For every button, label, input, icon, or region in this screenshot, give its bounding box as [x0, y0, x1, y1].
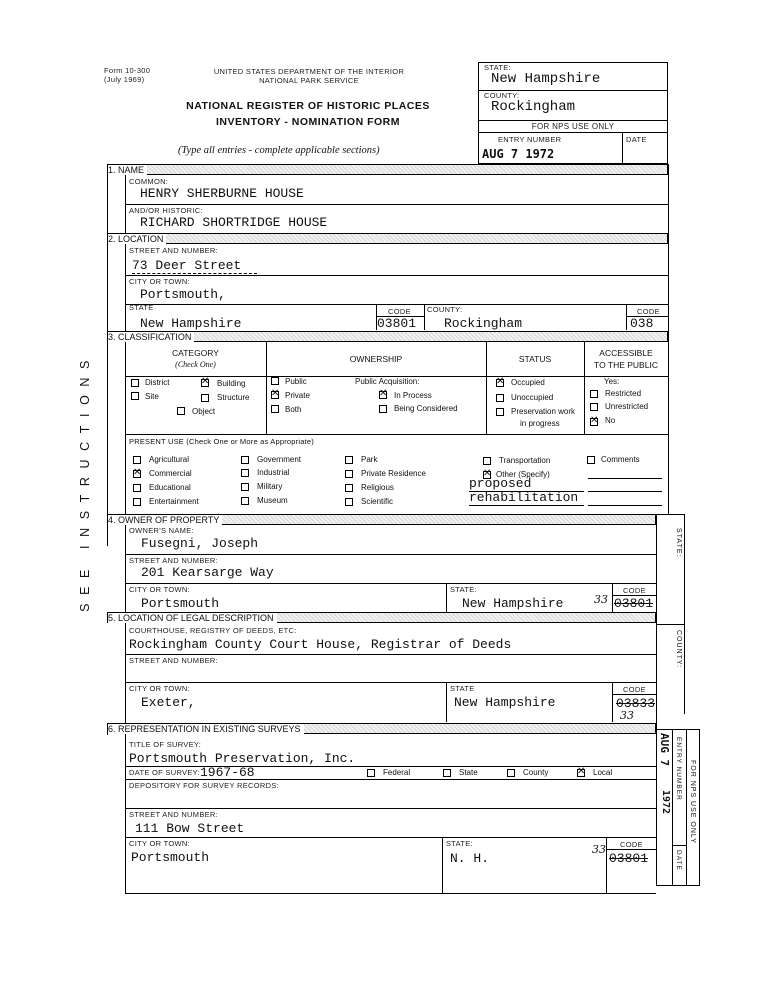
- legal-city-label: CITY OR TOWN:: [129, 684, 190, 693]
- industrial-label: Industrial: [257, 468, 290, 477]
- restricted-label: Restricted: [605, 389, 642, 398]
- entertainment-checkbox[interactable]: [133, 498, 141, 506]
- agricultural-checkbox[interactable]: [133, 456, 141, 464]
- city-value: Portsmouth,: [140, 287, 226, 302]
- building-label: Building: [217, 379, 246, 388]
- both-label: Both: [285, 405, 302, 414]
- private-checkbox[interactable]: [271, 391, 279, 399]
- county-code-label: CODE: [637, 307, 660, 316]
- depository-label: DEPOSITORY FOR SURVEY RECORDS:: [129, 781, 280, 790]
- survey-street-label: STREET AND NUMBER:: [129, 810, 219, 819]
- structure-label: Structure: [217, 393, 250, 402]
- no-label: No: [605, 416, 616, 425]
- owner-name-label: OWNER'S NAME:: [129, 526, 194, 535]
- comments-label: Comments: [601, 455, 640, 464]
- unrestricted-label: Unrestricted: [605, 402, 649, 411]
- form-title-line1: NATIONAL REGISTER OF HISTORIC PLACES: [186, 100, 430, 112]
- scientific-checkbox[interactable]: [345, 498, 353, 506]
- private-residence-checkbox[interactable]: [345, 470, 353, 478]
- structure-checkbox[interactable]: [201, 394, 209, 402]
- state-label: STATE: [129, 303, 154, 312]
- nps-county-label: COUNTY:: [484, 91, 520, 100]
- city-label: CITY OR TOWN:: [129, 277, 190, 286]
- county-survey-checkbox[interactable]: [507, 769, 515, 777]
- other-value-line2: rehabilitation: [469, 490, 579, 505]
- nps-entry-number-label: ENTRY NUMBER: [498, 135, 562, 144]
- survey-city-value: Portsmouth: [131, 850, 210, 865]
- being-considered-label: Being Considered: [394, 404, 458, 413]
- local-survey-label: Local: [593, 768, 613, 777]
- legal-code-handwritten: 33: [620, 709, 634, 722]
- side-received-stamp: AUG 7: [658, 733, 671, 767]
- courthouse-label: COURTHOUSE, REGISTRY OF DEEDS, ETC:: [129, 626, 297, 635]
- agency-line1: UNITED STATES DEPARTMENT OF THE INTERIOR: [213, 67, 405, 76]
- preservation-work-checkbox[interactable]: [496, 408, 504, 416]
- owner-code-struck: 03801: [614, 596, 654, 611]
- in-process-label: In Process: [394, 391, 432, 400]
- see-instructions-text: SEE INSTRUCTIONS: [78, 352, 92, 612]
- survey-date-label: DATE OF SURVEY:: [129, 768, 200, 777]
- no-checkbox[interactable]: [590, 418, 598, 426]
- county-code-value: 038: [630, 316, 654, 331]
- transportation-label: Transportation: [499, 456, 551, 465]
- site-checkbox[interactable]: [131, 392, 139, 400]
- form-date: (July 1969): [104, 75, 145, 84]
- private-label: Private: [285, 391, 310, 400]
- public-checkbox[interactable]: [271, 377, 279, 385]
- form-number: Form 10-300: [104, 66, 151, 75]
- preservation-work-label: Preservation work: [511, 407, 576, 416]
- form-title-line2: INVENTORY - NOMINATION FORM: [215, 116, 401, 128]
- county-survey-label: County: [523, 768, 549, 777]
- status-label: STATUS: [518, 354, 552, 364]
- government-checkbox[interactable]: [241, 456, 249, 464]
- nps-state-value: New Hampshire: [491, 71, 601, 87]
- owner-name-value: Fusegni, Joseph: [141, 536, 259, 551]
- owner-city-label: CITY OR TOWN:: [129, 585, 190, 594]
- state-survey-label: State: [459, 768, 478, 777]
- federal-label: Federal: [383, 768, 411, 777]
- park-label: Park: [361, 455, 378, 464]
- educational-checkbox[interactable]: [133, 484, 141, 492]
- section1-header: 1. NAME: [107, 164, 668, 175]
- public-acquisition-label: Public Acquisition:: [355, 377, 420, 386]
- street-value: 73 Deer Street: [132, 258, 242, 273]
- local-survey-checkbox[interactable]: [577, 769, 585, 777]
- side-date-label: DATE: [675, 850, 682, 871]
- state-code-label: CODE: [388, 307, 411, 316]
- agricultural-label: Agricultural: [149, 455, 190, 464]
- street-label: STREET AND NUMBER:: [129, 246, 219, 255]
- legal-state-label: STATE: [450, 684, 475, 693]
- military-checkbox[interactable]: [241, 483, 249, 491]
- religious-checkbox[interactable]: [345, 484, 353, 492]
- other-value-line1: proposed: [469, 476, 532, 491]
- building-checkbox[interactable]: [201, 379, 209, 387]
- owner-code-handwritten: 33: [594, 593, 608, 606]
- survey-street-value: 111 Bow Street: [135, 821, 245, 836]
- side-entry-number-label: ENTRY NUMBER: [675, 737, 682, 801]
- type-instructions: (Type all entries - complete applicable sections): [178, 145, 380, 156]
- side-state-label: STATE:: [675, 528, 682, 558]
- survey-code-handwritten: 33: [592, 843, 606, 856]
- survey-title-label: TITLE OF SURVEY:: [129, 740, 202, 749]
- nps-state-label: STATE:: [484, 63, 511, 72]
- survey-state-label: STATE:: [446, 839, 473, 848]
- section3-header: 3. CLASSIFICATION: [107, 331, 668, 342]
- owner-state-label: STATE:: [450, 585, 477, 594]
- occupied-label: Occupied: [511, 378, 545, 387]
- courthouse-value: Rockingham County Court House, Registrar of Deeds: [129, 637, 512, 652]
- public-label: Public: [285, 377, 307, 386]
- commercial-checkbox[interactable]: [133, 470, 141, 478]
- survey-state-value: N. H.: [450, 851, 490, 866]
- restricted-checkbox[interactable]: [590, 390, 598, 398]
- site-label: Site: [145, 392, 159, 401]
- legal-state-value: New Hampshire: [454, 695, 556, 710]
- other-specify-label: Other (Specify): [496, 470, 550, 479]
- being-considered-checkbox[interactable]: [379, 405, 387, 413]
- historic-label: AND/OR HISTORIC:: [129, 206, 203, 215]
- legal-street-label: STREET AND NUMBER:: [129, 656, 219, 665]
- owner-state-value: New Hampshire: [462, 596, 564, 611]
- county-label: COUNTY:: [427, 305, 463, 314]
- owner-street-label: STREET AND NUMBER:: [129, 556, 219, 565]
- in-process-checkbox[interactable]: [379, 391, 387, 399]
- unrestricted-checkbox[interactable]: [590, 403, 598, 411]
- industrial-checkbox[interactable]: [241, 469, 249, 477]
- nps-use-only: FOR NPS USE ONLY: [531, 122, 615, 131]
- legal-code-label: CODE: [623, 685, 646, 694]
- state-value: New Hampshire: [140, 316, 242, 331]
- side-county-label: COUNTY:: [675, 630, 682, 669]
- nps-date-label: DATE: [626, 135, 647, 144]
- state-survey-checkbox[interactable]: [443, 769, 451, 777]
- category-label: CATEGORY: [172, 348, 219, 358]
- survey-date-value: 1967-68: [200, 765, 255, 780]
- park-checkbox[interactable]: [345, 456, 353, 464]
- educational-label: Educational: [149, 483, 191, 492]
- entertainment-label: Entertainment: [149, 497, 199, 506]
- side-nps-use-only: FOR NPS USE ONLY: [689, 760, 696, 844]
- accessible-label2: TO THE PUBLIC: [594, 360, 658, 370]
- museum-checkbox[interactable]: [241, 497, 249, 505]
- museum-label: Museum: [257, 496, 288, 505]
- section2-header: 2. LOCATION: [107, 233, 668, 244]
- district-label: District: [145, 378, 170, 387]
- object-label: Object: [192, 407, 216, 416]
- in-progress-label: in progress: [520, 419, 560, 428]
- unoccupied-checkbox[interactable]: [496, 394, 504, 402]
- received-stamp: AUG 7 1972: [482, 147, 555, 161]
- historic-name-value: RICHARD SHORTRIDGE HOUSE: [140, 215, 328, 230]
- nps-county-value: Rockingham: [491, 99, 576, 115]
- present-use-label: PRESENT USE (Check One or More as Appropriate): [129, 437, 314, 446]
- common-label: COMMON:: [129, 177, 169, 186]
- object-checkbox[interactable]: [177, 407, 185, 415]
- legal-city-value: Exeter,: [141, 695, 196, 710]
- survey-code-struck: 03801: [609, 851, 649, 866]
- ownership-label: OWNERSHIP: [349, 354, 403, 364]
- survey-code-label: CODE: [620, 840, 643, 849]
- agency-line2: NATIONAL PARK SERVICE: [259, 76, 359, 85]
- district-checkbox[interactable]: [131, 379, 139, 387]
- common-name-value: HENRY SHERBURNE HOUSE: [140, 186, 304, 201]
- private-residence-label: Private Residence: [361, 469, 426, 478]
- section4-header: 4. OWNER OF PROPERTY: [107, 514, 656, 525]
- religious-label: Religious: [361, 483, 394, 492]
- county-value: Rockingham: [444, 316, 523, 331]
- yes-label: Yes:: [604, 377, 620, 386]
- federal-checkbox[interactable]: [367, 769, 375, 777]
- accessible-label1: ACCESSIBLE: [599, 348, 653, 358]
- owner-city-value: Portsmouth: [141, 596, 220, 611]
- comments-checkbox[interactable]: [587, 456, 595, 464]
- owner-street-value: 201 Kearsarge Way: [141, 565, 274, 580]
- owner-code-label: CODE: [623, 586, 646, 595]
- legal-code-struck: 03833: [616, 696, 656, 711]
- section5-header: 5. LOCATION OF LEGAL DESCRIPTION: [107, 612, 656, 623]
- section6-header: 6. REPRESENTATION IN EXISTING SURVEYS: [107, 723, 656, 734]
- military-label: Military: [257, 482, 283, 491]
- transportation-checkbox[interactable]: [483, 457, 491, 465]
- survey-city-label: CITY OR TOWN:: [129, 839, 190, 848]
- state-code-value: 03801: [377, 316, 417, 331]
- occupied-checkbox[interactable]: [496, 379, 504, 387]
- scientific-label: Scientific: [361, 497, 394, 506]
- see-instructions-side-text: [78, 352, 98, 612]
- both-checkbox[interactable]: [271, 405, 279, 413]
- unoccupied-label: Unoccupied: [511, 393, 554, 402]
- survey-title-value: Portsmouth Preservation, Inc.: [129, 751, 356, 766]
- commercial-label: Commercial: [149, 469, 192, 478]
- government-label: Government: [257, 455, 302, 464]
- side-stamp-year: 1972: [660, 790, 671, 815]
- category-sub: (Check One): [175, 360, 216, 369]
